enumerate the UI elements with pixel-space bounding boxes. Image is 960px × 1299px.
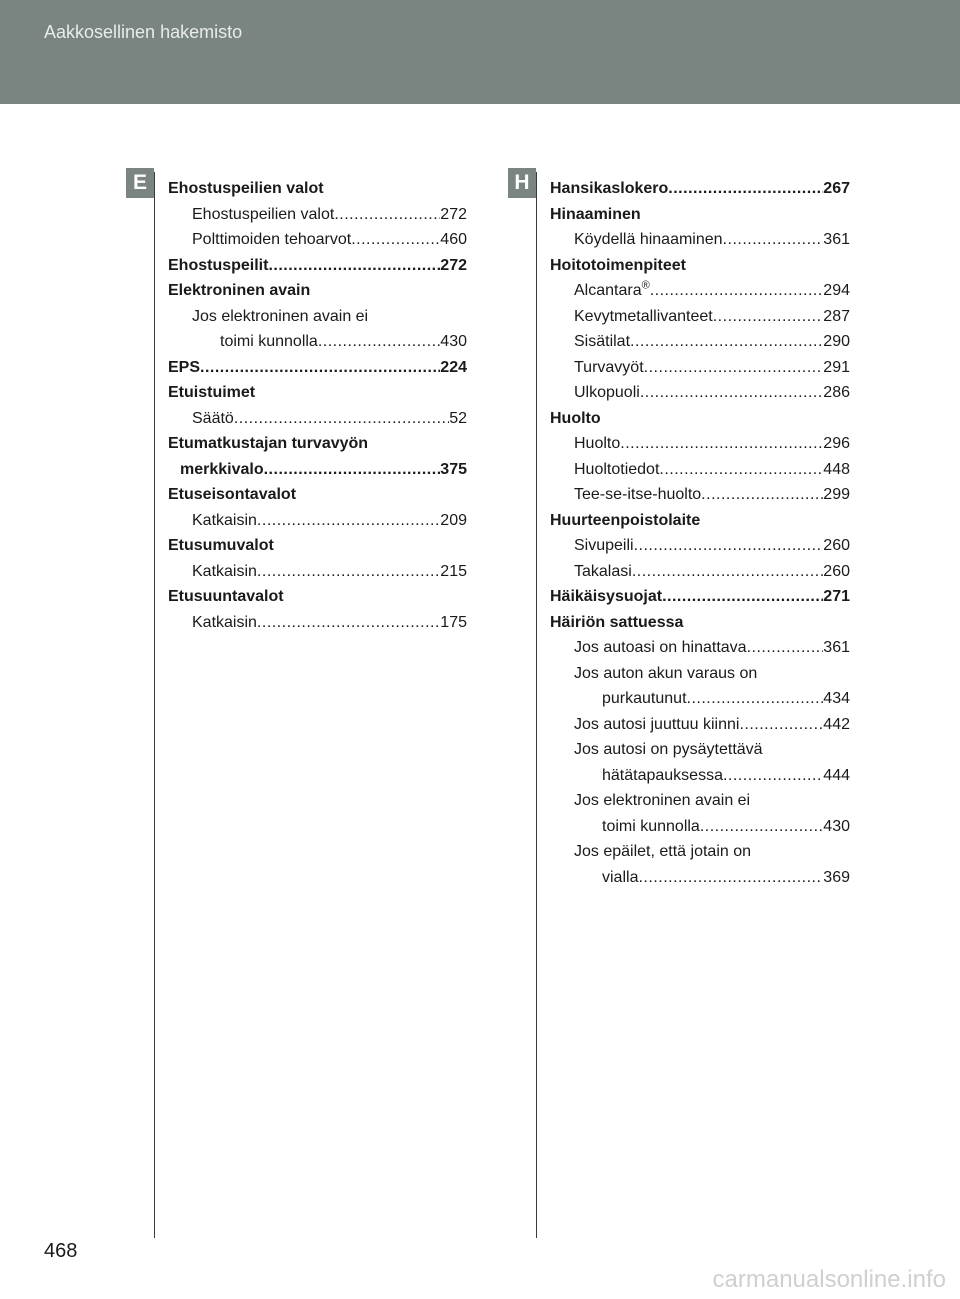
entry-term-text: Alcantara — [574, 282, 642, 299]
entry-term — [550, 584, 662, 610]
index-entry — [168, 355, 467, 381]
column-divider-right — [536, 172, 537, 1238]
dot-leader — [668, 176, 823, 202]
entry-page-number: 260 — [823, 537, 850, 554]
entry-term-text: Huurteenpoistolaite — [550, 511, 701, 529]
index-entry — [550, 482, 850, 508]
index-entry — [550, 788, 850, 814]
registered-mark: ® — [641, 279, 650, 292]
entry-term — [574, 278, 650, 304]
index-entry — [550, 380, 850, 406]
dot-leader — [268, 253, 440, 279]
entry-term — [550, 253, 686, 279]
index-entry — [168, 329, 467, 355]
dot-leader — [334, 202, 440, 228]
entry-term — [168, 584, 284, 610]
index-entry — [550, 635, 850, 661]
index-entry — [550, 610, 850, 636]
entry-term-text: Katkaisin — [192, 511, 257, 529]
dot-leader — [659, 457, 823, 483]
entry-page-number: 361 — [823, 231, 850, 248]
dot-leader — [747, 635, 824, 661]
entry-page-number: 267 — [823, 180, 850, 197]
index-entry — [168, 457, 467, 483]
index-entry — [550, 406, 850, 432]
entry-term-text: Hoitotoimenpiteet — [550, 256, 686, 274]
entry-term-text: vialla — [602, 868, 639, 886]
dot-leader — [264, 457, 441, 483]
dot-leader — [638, 865, 823, 891]
entry-term-text: Tee-se-itse-huolto — [574, 486, 702, 503]
entry-term-text: Etusuuntavalot — [168, 588, 284, 605]
header-title: Aakkosellinen hakemisto — [44, 22, 243, 42]
entry-term-text: Köydellä hinaaminen — [574, 231, 723, 248]
entry-term-text: Hansikaslokero — [550, 180, 669, 197]
entry-term-text: Hinaaminen — [550, 205, 641, 223]
index-entry — [168, 202, 467, 228]
entry-term-text: Elektroninen avain — [168, 282, 311, 299]
entry-term — [168, 355, 200, 381]
index-entry — [550, 814, 850, 840]
entry-page-number: 175 — [440, 613, 467, 631]
index-entry — [168, 406, 467, 432]
entry-term-text: Ulkopuoli — [574, 384, 640, 401]
watermark: carmanualsonline.info — [712, 1266, 946, 1293]
entry-page-number: 296 — [823, 435, 850, 452]
entry-page-number: 434 — [823, 690, 850, 707]
dot-leader — [620, 431, 823, 457]
entry-term — [168, 533, 274, 559]
entry-term — [602, 763, 723, 789]
index-entry — [168, 559, 467, 585]
index-entry — [168, 610, 467, 636]
entry-term — [168, 380, 255, 406]
entry-term — [192, 610, 257, 636]
entry-page-number: 290 — [823, 333, 850, 350]
page-header — [0, 0, 960, 104]
dot-leader — [662, 584, 823, 610]
entry-term — [574, 380, 640, 406]
entry-page-number: 272 — [440, 256, 467, 274]
entry-term-text: Sivupeili — [574, 537, 634, 554]
entry-term — [574, 839, 751, 865]
entry-term — [574, 788, 750, 814]
entry-term-text: Huolto — [574, 435, 621, 452]
entry-page-number: 361 — [823, 639, 850, 656]
entry-page-number: 209 — [440, 511, 467, 529]
dot-leader — [687, 686, 824, 712]
index-entry — [550, 431, 850, 457]
entry-term-text: purkautunut — [602, 690, 687, 707]
entry-term — [192, 406, 234, 432]
entry-term — [574, 482, 701, 508]
entry-term — [550, 610, 683, 636]
section-letter-e: E — [126, 168, 154, 198]
entry-page-number: 375 — [440, 460, 467, 478]
entry-term — [574, 457, 659, 483]
entry-term-text: Ehostuspeilien valot — [168, 180, 324, 197]
section-letter-h: H — [508, 168, 536, 198]
index-entry — [550, 737, 850, 763]
dot-leader — [650, 278, 824, 304]
entry-term — [574, 329, 630, 355]
entry-page-number: 286 — [823, 384, 850, 401]
entry-page-number: 272 — [440, 205, 467, 223]
index-entry — [550, 712, 850, 738]
entry-term — [574, 635, 747, 661]
entry-term — [192, 202, 334, 228]
index-column-h — [550, 176, 850, 890]
entry-term — [168, 176, 324, 202]
entry-page-number: 430 — [823, 817, 850, 835]
entry-term — [574, 304, 713, 330]
dot-leader — [723, 227, 824, 253]
entry-term — [574, 559, 632, 585]
entry-term — [602, 686, 687, 712]
dot-leader — [739, 712, 823, 738]
index-entry — [168, 176, 467, 202]
entry-term — [168, 253, 268, 279]
entry-term-text: toimi kunnolla — [220, 333, 318, 350]
dot-leader — [634, 533, 824, 559]
entry-term — [192, 559, 257, 585]
entry-term-text: Ehostuspeilien valot — [192, 205, 335, 223]
entry-term — [574, 712, 739, 738]
dot-leader — [644, 355, 824, 381]
dot-leader — [700, 814, 823, 840]
entry-term-text: Jos auton akun varaus on — [574, 664, 758, 682]
page-number: 468 — [44, 1240, 78, 1262]
entry-term-text: Kevytmetallivanteet — [574, 307, 713, 325]
index-entry — [550, 227, 850, 253]
entry-term-text: Huoltotiedot — [574, 460, 660, 478]
entry-term-text: Häiriön sattuessa — [550, 613, 684, 631]
index-entry — [550, 329, 850, 355]
dot-leader — [630, 329, 823, 355]
index-entry — [550, 508, 850, 534]
entry-term-text: Ehostuspeilit — [168, 256, 269, 274]
entry-term-text: Huolto — [550, 409, 601, 427]
entry-term-text: toimi kunnolla — [602, 817, 700, 835]
entry-term — [192, 508, 257, 534]
index-entry — [550, 559, 850, 585]
entry-term-text: Etuseisontavalot — [168, 486, 297, 503]
index-entry — [168, 508, 467, 534]
dot-leader — [713, 304, 824, 330]
index-entry — [550, 355, 850, 381]
entry-page-number: 442 — [823, 715, 850, 733]
index-entry — [550, 202, 850, 228]
entry-term-text: Turvavyöt — [574, 358, 644, 376]
index-entry — [550, 176, 850, 202]
index-entry — [168, 482, 467, 508]
index-entry — [550, 865, 850, 891]
index-entry — [168, 380, 467, 406]
dot-leader — [234, 406, 449, 432]
entry-term-text: Jos autoasi on hinattava — [574, 639, 747, 656]
entry-term-text: Säätö — [192, 409, 234, 427]
entry-term-text: Jos elektroninen avain ei — [574, 792, 751, 809]
entry-term-text: hätätapauksessa — [602, 766, 723, 784]
index-entry — [550, 304, 850, 330]
entry-term-text: Takalasi — [574, 562, 632, 580]
entry-term — [602, 814, 700, 840]
entry-term — [550, 406, 601, 432]
entry-term-text: Jos autosi on pysäytettävä — [574, 741, 763, 758]
entry-term — [192, 304, 368, 330]
index-entry — [550, 763, 850, 789]
entry-page-number: 224 — [440, 358, 467, 376]
entry-term-text: merkkivalo — [180, 460, 264, 478]
entry-page-number: 294 — [823, 282, 850, 299]
entry-term-text: Jos epäilet, että jotain on — [574, 843, 752, 860]
entry-term — [574, 533, 634, 559]
index-entry — [550, 686, 850, 712]
index-entry — [550, 457, 850, 483]
entry-term — [220, 329, 318, 355]
entry-term — [168, 482, 296, 508]
entry-term-text: Etuistuimet — [168, 384, 256, 401]
entry-term — [180, 457, 264, 483]
entry-term — [550, 202, 641, 228]
index-column-e — [168, 176, 467, 635]
entry-term — [574, 661, 757, 687]
dot-leader — [257, 610, 440, 636]
entry-term-text: Katkaisin — [192, 562, 257, 580]
entry-term-text: Jos elektroninen avain ei — [192, 307, 369, 325]
entry-term-text: Etumatkustajan turvavyön — [168, 435, 369, 452]
index-entry — [550, 533, 850, 559]
entry-page-number: 260 — [823, 562, 850, 580]
index-entry — [550, 661, 850, 687]
entry-term — [168, 278, 310, 304]
index-entry — [550, 839, 850, 865]
entry-page-number: 52 — [449, 409, 467, 427]
entry-page-number: 460 — [440, 231, 467, 248]
dot-leader — [701, 482, 823, 508]
dot-leader — [257, 559, 440, 585]
entry-term — [550, 176, 668, 202]
entry-term-text: Sisätilat — [574, 333, 631, 350]
entry-page-number: 430 — [440, 333, 467, 350]
entry-page-number: 448 — [823, 460, 850, 478]
entry-term — [168, 431, 368, 457]
index-entry — [168, 533, 467, 559]
entry-page-number: 369 — [823, 868, 850, 886]
entry-term — [192, 227, 351, 253]
index-entry — [550, 253, 850, 279]
index-entry — [550, 278, 850, 304]
entry-term — [602, 865, 638, 891]
index-entry — [168, 227, 467, 253]
index-entry — [550, 584, 850, 610]
entry-term — [550, 508, 700, 534]
index-entry — [168, 278, 467, 304]
entry-term-text: EPS — [168, 358, 201, 376]
dot-leader — [632, 559, 823, 585]
dot-leader — [318, 329, 440, 355]
index-entry — [168, 304, 467, 330]
entry-term-text: Jos autosi juuttuu kiinni — [574, 715, 740, 733]
entry-term-text: Katkaisin — [192, 613, 257, 631]
index-entry — [168, 431, 467, 457]
column-divider-left — [154, 172, 155, 1238]
entry-term — [574, 355, 644, 381]
entry-term-text: Etusumuvalot — [168, 537, 274, 554]
dot-leader — [640, 380, 823, 406]
entry-term — [574, 737, 763, 763]
entry-page-number: 271 — [823, 588, 850, 605]
entry-term-text: Häikäisysuojat — [550, 588, 663, 605]
entry-page-number: 291 — [823, 358, 850, 376]
entry-page-number: 215 — [440, 562, 467, 580]
entry-term-text: Polttimoiden tehoarvot — [192, 231, 352, 248]
dot-leader — [723, 763, 823, 789]
entry-page-number: 444 — [823, 766, 850, 784]
entry-term — [574, 227, 723, 253]
entry-page-number: 299 — [823, 486, 850, 503]
entry-term — [574, 431, 620, 457]
dot-leader — [351, 227, 440, 253]
dot-leader — [257, 508, 440, 534]
index-entry — [168, 584, 467, 610]
entry-page-number: 287 — [823, 307, 850, 325]
index-entry — [168, 253, 467, 279]
dot-leader — [200, 355, 440, 381]
